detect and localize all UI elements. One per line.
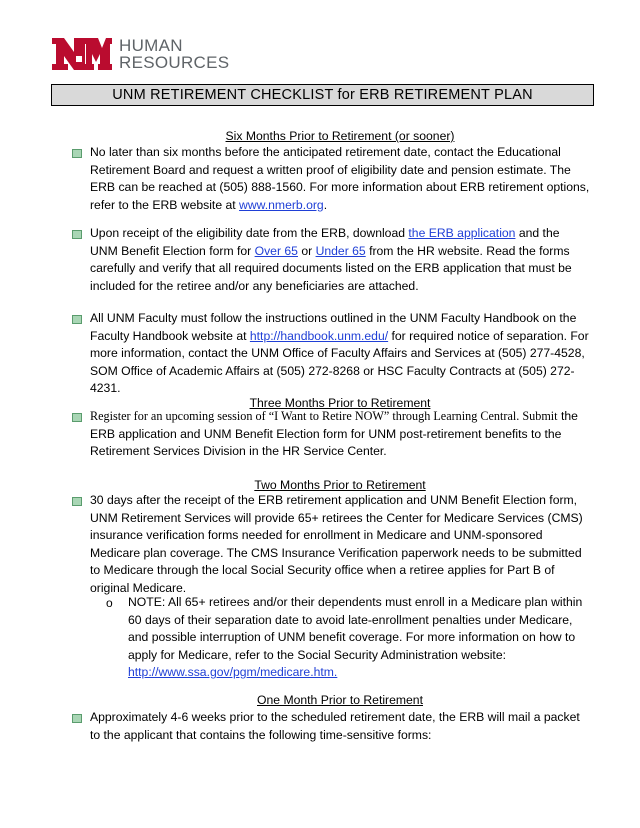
unm-logo-icon [52,36,112,72]
logo-line-1: HUMAN [119,36,183,55]
erb-application-link[interactable]: the ERB application [408,226,516,240]
section-heading-six-months: Six Months Prior to Retirement (or sooner) [225,129,455,143]
page-title: UNM RETIREMENT CHECKLIST for ERB RETIREMENT PLAN [51,84,594,106]
section-heading-one-month: One Month Prior to Retirement [257,693,423,707]
item-text: from the HR website. Read the forms carefully and verify that all required documents listed on the ERB application that must be included for the retiree and/or any beneficiaries are attached. [90,243,572,293]
checklist-item-faculty-handbook [90,310,590,398]
ssa-medicare-link[interactable]: http://www.ssa.gov/pgm/medicare.htm. [128,665,338,679]
faculty-handbook-link[interactable]: http://handbook.unm.edu/ [249,328,389,343]
item-text: or [297,243,316,258]
checklist-item-download-forms [90,225,590,295]
checkbox-bullet-icon [72,497,82,506]
item-text: and the UNM Benefit Election form for [90,226,560,258]
checkbox-bullet-icon [72,315,82,324]
checklist-item-register-session [90,408,590,461]
note-text: NOTE: All 65+ retirees and/or their dependents must enroll in a Medicare plan within 60 days of their separation date to avoid late-enrollment penalties under Medicare, and possible interruption of UNM benefit coverage. For more information on how to apply for Medicare, refer to the Social Security Administration website: [128,595,583,662]
logo-line-2: RESOURCES [119,53,230,72]
checklist-item-erb-packet [90,709,590,744]
over-65-link[interactable]: Over 65 [254,243,298,258]
item-text: for required notice of separation. For more information, contact the UNM Office of Faculty Affairs and Services at (505) 277-4528, SOM Office of Academic Affairs at (505) 272-8268 or HSC Faculty Contracts at (505) 272-4231. [90,328,589,395]
under-65-link[interactable]: Under 65 [315,243,366,258]
checkbox-bullet-icon [72,149,82,158]
medicare-note [128,594,592,682]
checklist-item-erb-contact [90,144,590,214]
item-text: All UNM Faculty must follow the instructions outlined in the UNM Faculty Handbook on the Faculty Handbook website at [90,311,577,343]
checkbox-bullet-icon [72,413,82,422]
item-text: 30 days after the receipt of the ERB retirement application and UNM Benefit Election form, UNM Retirement Services will provide 65+ retirees the Center for Medicare Services (CMS) insurance verification forms needed for enrollment in Medicare and UNM-sponsored Medicare plan coverage. The CMS Insurance Verification paperwork needs to be submitted to Medicare through the local Social Security office when a retiree applies for Part B of original Medicare. [90,493,583,595]
checkbox-bullet-icon [72,714,82,723]
item-text-end: . [323,197,328,212]
checkbox-bullet-icon [72,230,82,239]
sub-bullet-icon: o [106,596,113,610]
logo-text [119,37,229,71]
nmerb-link[interactable]: www.nmerb.org [239,197,324,212]
unm-hr-logo [52,34,232,76]
section-heading-three-months: Three Months Prior to Retirement [249,396,431,410]
item-text: Approximately 4-6 weeks prior to the scheduled retirement date, the ERB will mail a packet to the applicant that contains the following time-sensitive forms: [90,710,580,742]
item-text-serif: Register for an upcoming session of “I Want to Retire NOW” through Learning Central. Submit [90,409,558,423]
item-text: the ERB application and UNM Benefit Election form for UNM post-retirement benefits to the Retirement Services Division in the HR Service Center. [90,409,578,458]
checklist-item-cms-forms [90,492,590,597]
section-heading-two-months: Two Months Prior to Retirement [254,478,426,492]
item-text: No later than six months before the anticipated retirement date, contact the Educational Retirement Board and request a written proof of eligibility date and pension estimate. The ERB can be reached at (505) 888-1560. For more information about ERB retirement options, refer to the ERB website at [90,145,590,212]
item-text: Upon receipt of the eligibility date from the ERB, download [90,226,409,240]
